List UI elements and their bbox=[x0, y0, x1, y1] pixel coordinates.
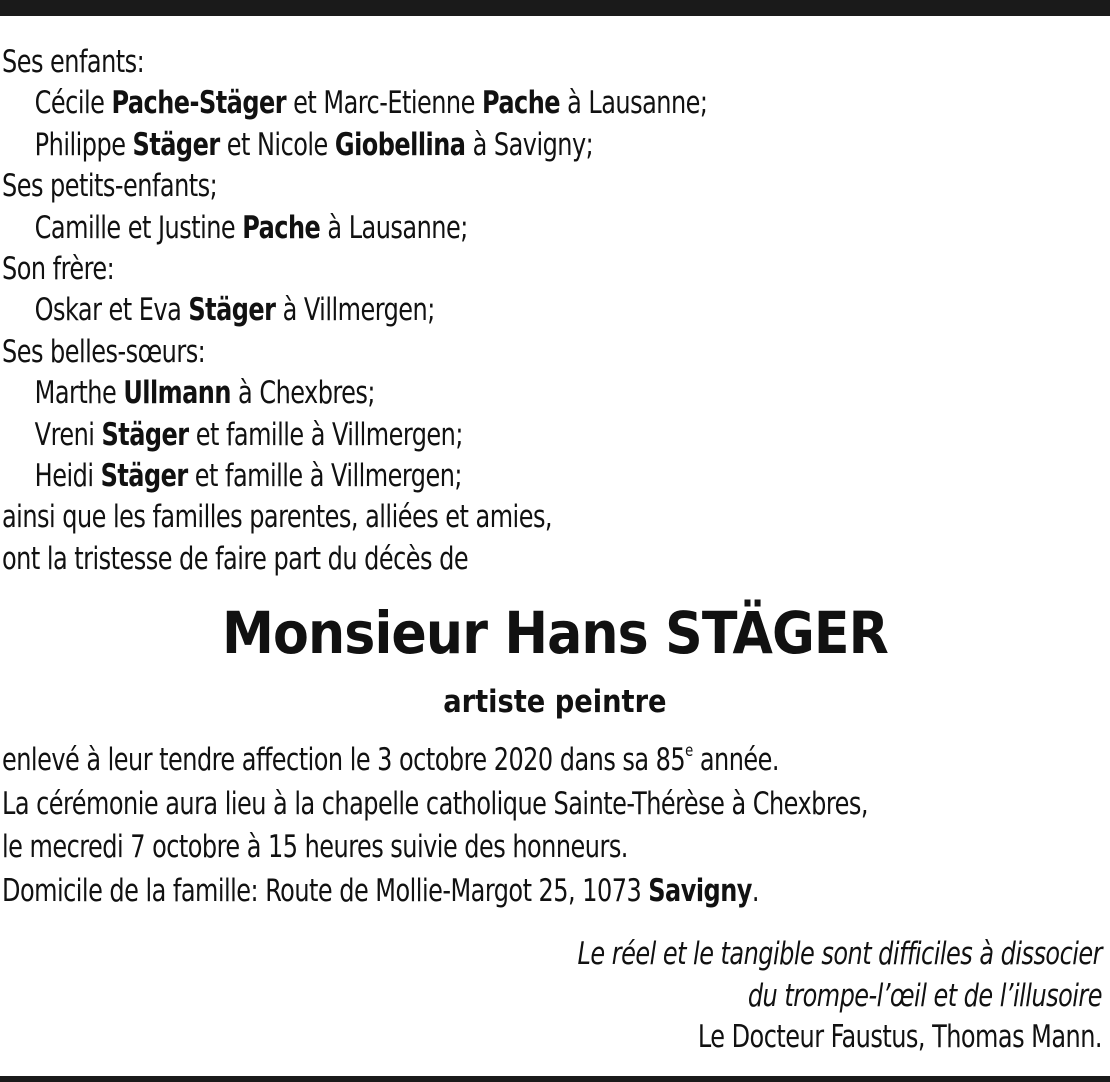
place: à Villmergen; bbox=[282, 292, 435, 329]
child-line bbox=[2, 125, 1106, 166]
first-name: Heidi bbox=[34, 458, 94, 495]
ceremony-details bbox=[2, 739, 1106, 913]
profession bbox=[0, 682, 1110, 722]
surname: Stäger bbox=[100, 458, 188, 495]
children-heading: Ses enfants: bbox=[2, 44, 145, 80]
child-line bbox=[2, 83, 1106, 124]
ordinal-suffix: e bbox=[685, 741, 693, 761]
brother-heading: Son frère: bbox=[2, 251, 115, 288]
surname: Pache bbox=[481, 85, 561, 122]
ceremony-time-line: le mecredi 7 octobre à 15 heures suivie des honneurs. bbox=[2, 829, 628, 865]
conjunction: et Marc-Etienne bbox=[293, 85, 475, 122]
top-rule bbox=[0, 0, 1110, 16]
place: à Lausanne; bbox=[567, 85, 708, 122]
grandchild-line bbox=[2, 208, 1106, 249]
death-line bbox=[2, 739, 1106, 783]
place: à Lausanne; bbox=[327, 209, 468, 246]
conjunction: et Nicole bbox=[226, 126, 328, 163]
place: à Chexbres; bbox=[238, 375, 375, 412]
quote-line: Le réel et le tangible sont difficiles à dissocier bbox=[577, 936, 1102, 972]
quote-line: du trompe-l’œil et de l’illusoire bbox=[747, 977, 1102, 1014]
surname: Pache bbox=[242, 209, 321, 246]
first-name: Philippe bbox=[34, 126, 126, 163]
surname: Ullmann bbox=[123, 375, 231, 412]
sister-line bbox=[2, 373, 1106, 414]
family-list bbox=[2, 42, 1106, 580]
grandchildren-heading: Ses petits-enfants; bbox=[2, 168, 218, 205]
bottom-rule bbox=[0, 1076, 1110, 1082]
sister-line bbox=[2, 456, 1106, 497]
place: et famille à Villmergen; bbox=[194, 458, 462, 495]
place: à Savigny; bbox=[472, 126, 594, 163]
surname: Pache-Stäger bbox=[111, 85, 287, 122]
deceased-name-text: Monsieur Hans STÄGER bbox=[221, 599, 888, 667]
sisters-heading: Ses belles-sœurs: bbox=[2, 333, 206, 370]
brother-line bbox=[2, 290, 1106, 331]
first-name: Camille et Justine bbox=[34, 209, 236, 246]
surname: Giobellina bbox=[334, 126, 466, 163]
first-name: Cécile bbox=[34, 85, 105, 122]
surname: Stäger bbox=[132, 126, 220, 163]
death-text-end: année. bbox=[692, 742, 780, 778]
first-name: Oskar et Eva bbox=[34, 292, 182, 329]
quote-attribution: Le Docteur Faustus, Thomas Mann. bbox=[697, 1019, 1102, 1055]
announce-line: ont la tristesse de faire part du décès de bbox=[2, 540, 469, 577]
domicile-end: . bbox=[751, 872, 759, 909]
death-text: enlevé à leur tendre affection le 3 octobre 2020 dans sa 85 bbox=[2, 742, 686, 778]
first-name: Marthe bbox=[34, 375, 117, 412]
deceased-name bbox=[0, 598, 1110, 668]
profession-text: artiste peintre bbox=[443, 684, 667, 720]
domicile-town: Savigny bbox=[648, 872, 752, 909]
domicile-line bbox=[2, 870, 1106, 914]
quote-block bbox=[0, 934, 1102, 1059]
families-line: ainsi que les familles parentes, alliées et amies, bbox=[2, 499, 553, 536]
place: et famille à Villmergen; bbox=[195, 416, 463, 453]
first-name: Vreni bbox=[34, 416, 95, 453]
surname: Stäger bbox=[101, 416, 189, 453]
sister-line bbox=[2, 415, 1106, 456]
surname: Stäger bbox=[188, 292, 276, 329]
domicile-text: Domicile de la famille: Route de Mollie-Margot 25, 1073 bbox=[2, 872, 649, 909]
ceremony-line: La cérémonie aura lieu à la chapelle catholique Sainte-Thérèse à Chexbres, bbox=[2, 785, 868, 822]
